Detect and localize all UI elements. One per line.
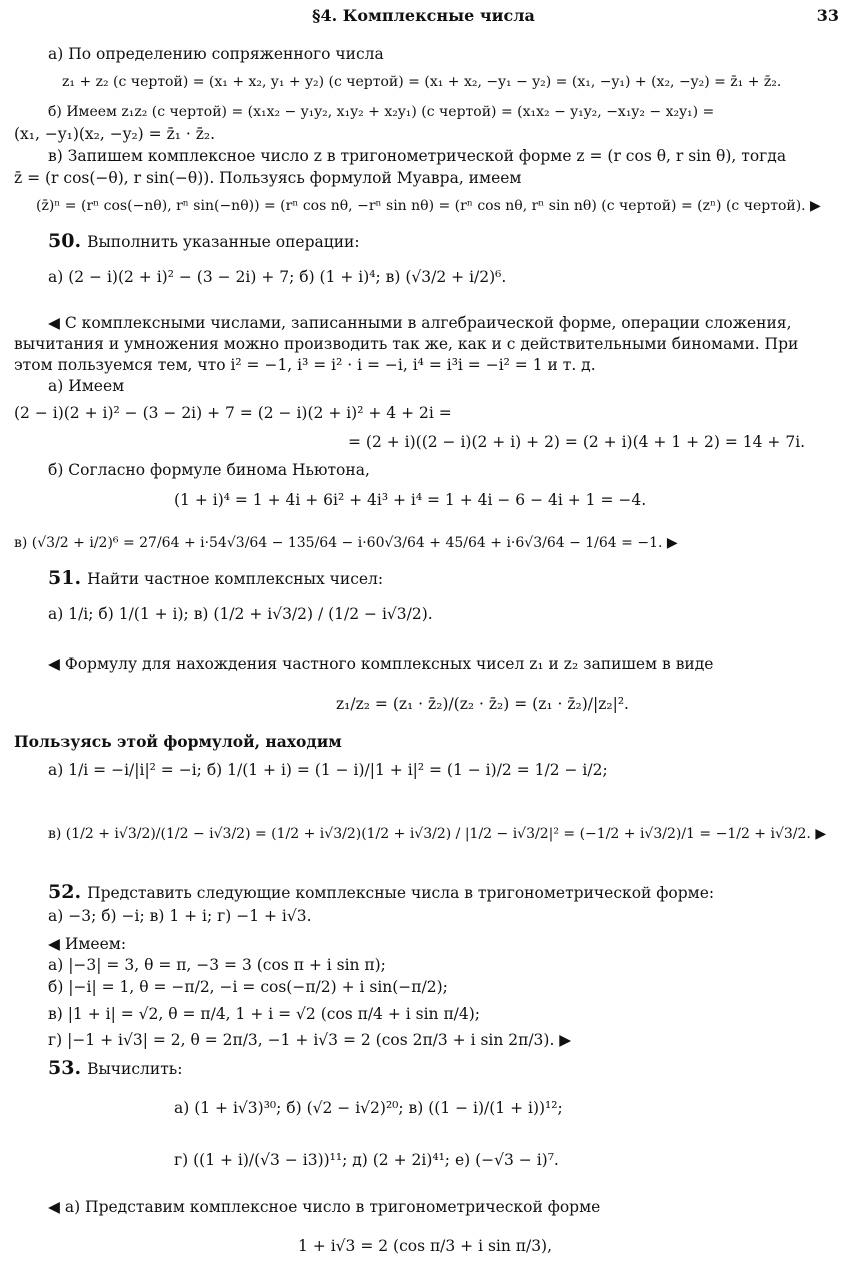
formula-line: z₁/z₂ = (z₁ · z̄₂)/(z₂ · z̄₂) = (z₁ · z̄₂)/|z₂|². [336, 695, 629, 713]
text-line: ◀ Имеем: [48, 935, 127, 953]
formula-line: а) (1 + i√3)³⁰; б) (√2 − i√2)²⁰; в) ((1 − i)/(1 + i))¹²; [174, 1099, 563, 1117]
formula-line: (x₁, −y₁)(x₂, −y₂) = z̄₁ · z̄₂. [14, 125, 216, 143]
problem-52-title: 52. Представить следующие комплексные числа в тригонометрической форме: [48, 881, 715, 903]
text-line: б) Согласно формуле бинома Ньютона, [48, 461, 370, 479]
text-line: ◀ а) Представим комплексное число в тригонометрической форме [48, 1198, 601, 1216]
text-line: а) По определению сопряженного числа [48, 45, 384, 63]
formula-line: г) |−1 + i√3| = 2, θ = 2π/3, −1 + i√3 = 2 (cos 2π/3 + i sin 2π/3). ▶ [48, 1031, 572, 1049]
text-line: в) Запишем комплексное число z в тригонометрической форме z = (r cos θ, r sin θ), тогда [48, 147, 787, 165]
text-line: вычитания и умножения можно производить так же, как и с действительными биномами. При [14, 335, 799, 353]
page-number: 33 [816, 6, 839, 25]
formula-line: z₁ + z₂ (с чертой) = (x₁ + x₂, y₁ + y₂) (с чертой) = (x₁ + x₂, −y₁ − y₂) = (x₁, −y₁) + (x₂, −y₂) = z̄₁ + z̄₂. [62, 74, 782, 90]
formula-line: а) 1/i = −i/|i|² = −i; б) 1/(1 + i) = (1 − i)/|1 + i|² = (1 − i)/2 = 1/2 − i/2; [48, 761, 608, 779]
formula-line: (2 − i)(2 + i)² − (3 − 2i) + 7 = (2 − i)(2 + i)² + 4 + 2i = [14, 404, 452, 422]
formula-line: а) |−3| = 3, θ = π, −3 = 3 (cos π + i sin π); [48, 956, 386, 974]
formula-line: в) |1 + i| = √2, θ = π/4, 1 + i = √2 (cos π/4 + i sin π/4); [48, 1005, 481, 1023]
text-line: этом пользуемся тем, что i² = −1, i³ = i² · i = −i, i⁴ = i³i = −i² = 1 и т. д. [14, 356, 596, 374]
text-line: Пользуясь этой формулой, находим [14, 732, 342, 751]
text-line: а) Имеем [48, 377, 125, 395]
text-line: z̄ = (r cos(−θ), r sin(−θ)). Пользуясь формулой Муавра, имеем [14, 169, 522, 187]
formula-line: г) ((1 + i)/(√3 − i3))¹¹; д) (2 + 2i)⁴¹; е) (−√3 − i)⁷. [174, 1151, 559, 1169]
problem-number: 50. [48, 230, 82, 252]
formula-line: а) 1/i; б) 1/(1 + i); в) (1/2 + i√3/2) / (1/2 − i√3/2). [48, 605, 433, 623]
text-line: ◀ Формулу для нахождения частного комплексных чисел z₁ и z₂ запишем в виде [48, 655, 714, 673]
text-line: б) Имеем z₁z₂ (с чертой) = (x₁x₂ − y₁y₂, x₁y₂ + x₂y₁) (с чертой) = (x₁x₂ − y₁y₂, −x₁y₂ − x₂y₁) = [48, 104, 715, 120]
formula-line: а) −3; б) −i; в) 1 + i; г) −1 + i√3. [48, 907, 312, 925]
formula-line: б) |−i| = 1, θ = −π/2, −i = cos(−π/2) + i sin(−π/2); [48, 978, 448, 996]
problem-50-title: 50. Выполнить указанные операции: [48, 230, 360, 252]
formula-line: (1 + i)⁴ = 1 + 4i + 6i² + 4i³ + i⁴ = 1 + 4i − 6 − 4i + 1 = −4. [174, 491, 647, 509]
problem-number: 52. [48, 881, 82, 903]
formula-line: 1 + i√3 = 2 (cos π/3 + i sin π/3), [298, 1237, 553, 1255]
problem-51-title: 51. Найти частное комплексных чисел: [48, 567, 384, 589]
formula-line: в) (√3/2 + i/2)⁶ = 27/64 + i·54√3/64 − 135/64 − i·60√3/64 + 45/64 + i·6√3/64 − 1/64 = −1. ▶ [14, 535, 678, 551]
problem-number: 53. [48, 1057, 82, 1079]
problem-number: 51. [48, 567, 82, 589]
formula-line: а) (2 − i)(2 + i)² − (3 − 2i) + 7; б) (1 + i)⁴; в) (√3/2 + i/2)⁶. [48, 268, 507, 286]
text-line: ◀ С комплексными числами, записанными в алгебраической форме, операции сложения, [48, 314, 792, 332]
formula-line: в) (1/2 + i√3/2)/(1/2 − i√3/2) = (1/2 + i√3/2)(1/2 + i√3/2) / |1/2 − i√3/2|² = (−1/2 + i√3/2)/1 = −1/2 + i√3/2. ▶ [48, 826, 827, 842]
problem-53-title: 53. Вычислить: [48, 1057, 183, 1079]
formula-line: = (2 + i)((2 − i)(2 + i) + 2) = (2 + i)(4 + 1 + 2) = 14 + 7i. [348, 433, 806, 451]
running-header: §4. Комплексные числа [312, 6, 535, 25]
formula-line: (z̄)ⁿ = (rⁿ cos(−nθ), rⁿ sin(−nθ)) = (rⁿ cos nθ, −rⁿ sin nθ) = (rⁿ cos nθ, rⁿ sin nθ) (с чертой) = (zⁿ) (с чертой). ▶ [36, 198, 821, 214]
